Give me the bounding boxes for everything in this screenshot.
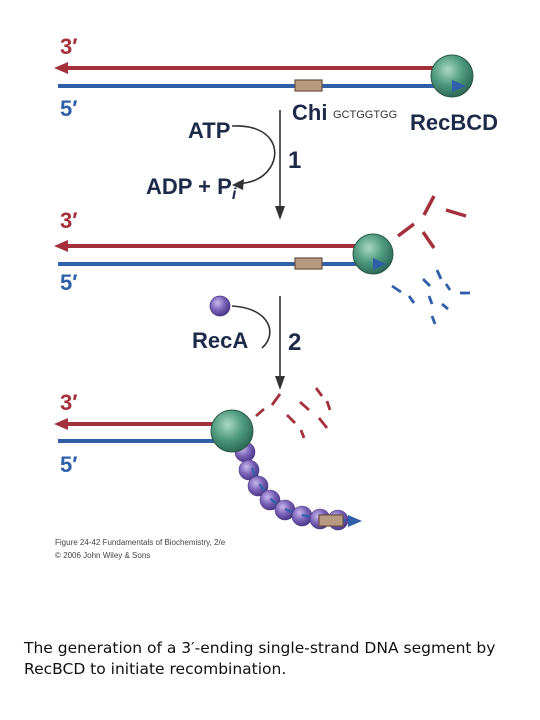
arrowhead-3prime-3 <box>54 418 68 430</box>
step2-arrowhead <box>275 376 285 390</box>
chi-site-3 <box>319 515 343 526</box>
label-5prime-3: 5′ <box>60 452 78 477</box>
degraded-3prime-fragments-2 <box>398 196 466 248</box>
reca-monomer <box>210 296 230 316</box>
label-chi: Chi <box>292 100 328 125</box>
arrowhead-3prime-2 <box>54 240 68 252</box>
chi-sequence: GCTGGTGG <box>333 109 398 121</box>
atp-hydrolysis-curve <box>232 126 275 184</box>
arrowhead-5prime-3 <box>348 515 362 527</box>
label-3prime-2: 3′ <box>60 208 78 233</box>
label-step-2: 2 <box>288 329 302 356</box>
label-step-1: 1 <box>288 147 302 174</box>
recbcd-complex-3 <box>211 410 253 452</box>
label-atp: ATP <box>188 118 231 143</box>
degraded-5prime-fragments-2 <box>392 270 470 324</box>
chi-site-2 <box>295 258 322 269</box>
arrowhead-3prime-1 <box>54 62 68 74</box>
label-3prime-1: 3′ <box>60 34 78 59</box>
label-reca: RecA <box>192 328 249 353</box>
figure-credit-line-1: Figure 24-42 Fundamentals of Biochemistry, 2/e <box>55 538 226 547</box>
figure-caption: The generation of a 3′-ending single-strand DNA segment by RecBCD to initiate recombination. <box>24 639 496 678</box>
label-5prime-2: 5′ <box>60 270 78 295</box>
label-adp-pi: ADP + $P_i$ <box>146 174 237 203</box>
figure-credit-line-2: © 2006 John Wiley & Sons <box>55 551 151 560</box>
chi-site-1 <box>295 80 322 91</box>
label-3prime-3: 3′ <box>60 390 78 415</box>
degraded-3prime-fragments-3 <box>256 388 330 438</box>
step1-arrowhead <box>275 206 285 220</box>
label-5prime-1: 5′ <box>60 96 78 121</box>
label-recbcd: RecBCD <box>410 110 499 135</box>
